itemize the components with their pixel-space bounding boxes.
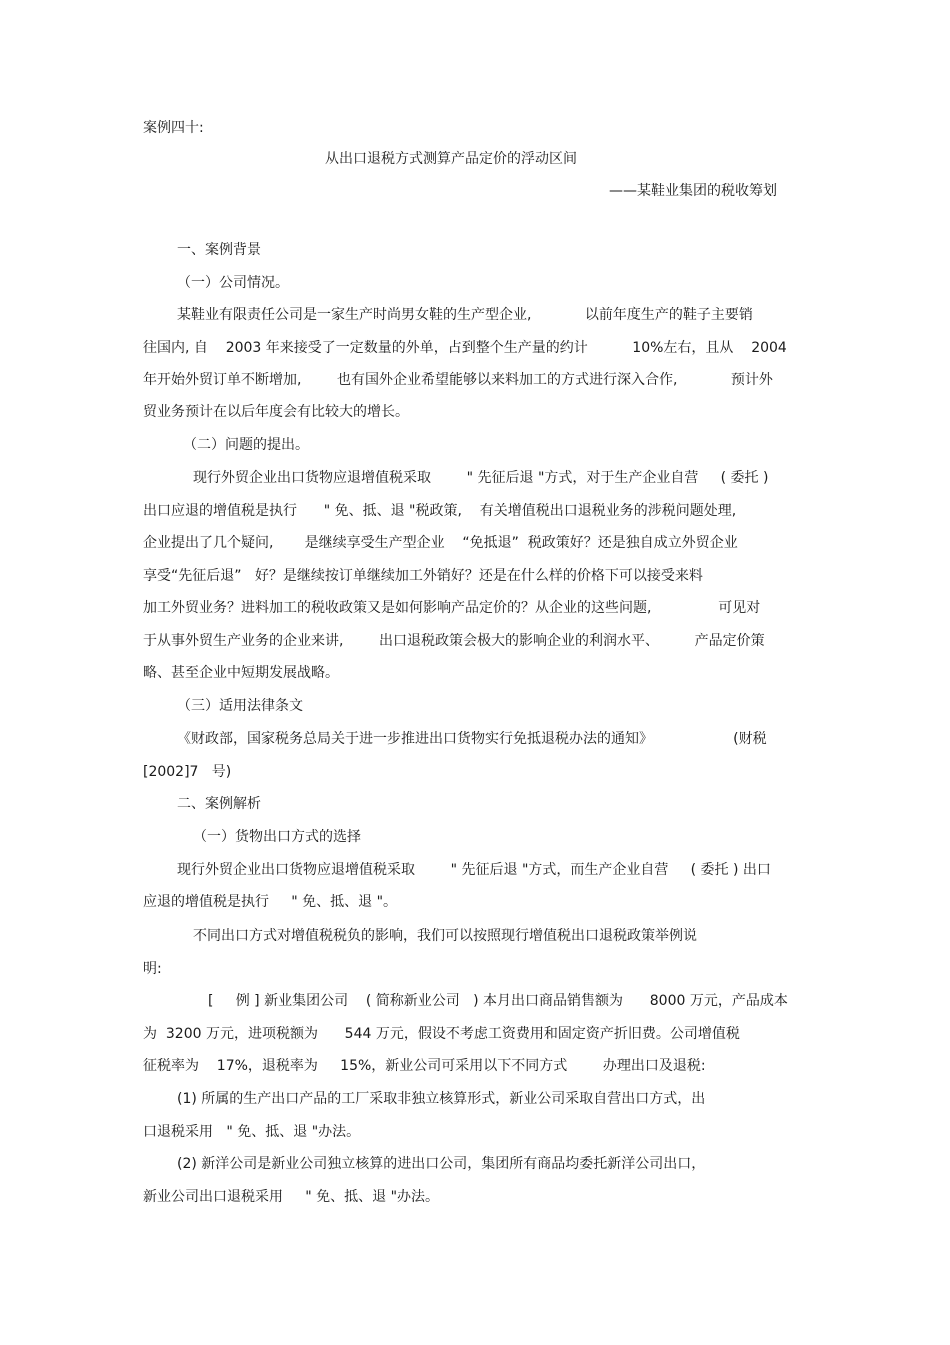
- paragraph-line: 略、甚至企业中短期发展战略。: [143, 665, 339, 681]
- document-title: 从出口退税方式测算产品定价的浮动区间: [325, 151, 577, 167]
- paragraph-line: 出口应退的增值税是执行 " 免、抵、退 "税政策, 有关增值税出口退税业务的涉税问题处理,: [143, 503, 737, 519]
- example-line: 为 3200 万元，进项税额为 544 万元，假设不考虑工资费用和固定资产折旧费。公司增值税: [143, 1026, 740, 1042]
- paragraph-line: 于从事外贸生产业务的企业来讲, 出口退税政策会极大的影响企业的利润水平、 产品定价策: [143, 633, 765, 649]
- list-item-line: 口退税采用 " 免、抵、退 "办法。: [143, 1124, 361, 1140]
- paragraph-line: 明:: [143, 961, 162, 977]
- section-heading-analysis: 二、案例解析: [177, 796, 261, 812]
- paragraph-line: 享受“先征后退” 好？是继续按订单继续加工外销好？还是在什么样的价格下可以接受来料: [143, 568, 703, 584]
- subsection-heading-company: （一）公司情况。: [177, 275, 289, 291]
- paragraph-line: 企业提出了几个疑问, 是继续享受生产型企业 “免抵退” 税政策好？还是独自成立外贸企业: [143, 535, 738, 551]
- paragraph-line: 应退的增值税是执行 " 免、抵、退 "。: [143, 894, 398, 910]
- paragraph-line: 现行外贸企业出口货物应退增值税采取 " 先征后退 "方式，对于生产企业自营 ( 委托 ): [193, 470, 769, 486]
- paragraph-line: 往国内, 自 2003 年来接受了一定数量的外单，占到整个生产量的约计 10%左右，且从 2004: [143, 340, 787, 356]
- list-item-line: 新业公司出口退税采用 " 免、抵、退 "办法。: [143, 1189, 440, 1205]
- document-subtitle: ——某鞋业集团的税收筹划: [609, 183, 777, 199]
- paragraph-line: 某鞋业有限责任公司是一家生产时尚男女鞋的生产型企业, 以前年度生产的鞋子主要销: [177, 307, 753, 323]
- law-citation-line: 《财政部，国家税务总局关于进一步推进出口货物实行免抵退税办法的通知》 (财税: [177, 731, 767, 747]
- subsection-heading-law: （三）适用法律条文: [177, 698, 303, 714]
- example-line: 征税率为 17%，退税率为 15%，新业公司可采用以下不同方式 办理出口及退税:: [143, 1058, 706, 1074]
- case-label: 案例四十:: [143, 120, 204, 136]
- subsection-heading-problem: （二）问题的提出。: [183, 437, 309, 453]
- paragraph-line: 贸业务预计在以后年度会有比较大的增长。: [143, 404, 409, 420]
- paragraph-line: 不同出口方式对增值税税负的影响，我们可以按照现行增值税出口退税政策举例说: [193, 928, 697, 944]
- list-item-line: (2) 新洋公司是新业公司独立核算的进出口公司，集团所有商品均委托新洋公司出口，: [177, 1156, 706, 1172]
- subsection-heading-export-mode: （一）货物出口方式的选择: [193, 829, 361, 845]
- section-heading-background: 一、案例背景: [177, 242, 261, 258]
- list-item-line: (1) 所属的生产出口产品的工厂采取非独立核算形式，新业公司采取自营出口方式，出: [177, 1091, 706, 1107]
- paragraph-line: 现行外贸企业出口货物应退增值税采取 " 先征后退 "方式，而生产企业自营 ( 委托 ) 出口: [177, 862, 771, 878]
- paragraph-line: 加工外贸业务？进料加工的税收政策又是如何影响产品定价的？从企业的这些问题, 可见对: [143, 600, 761, 616]
- paragraph-line: 年开始外贸订单不断增加, 也有国外企业希望能够以来料加工的方式进行深入合作, 预计外: [143, 372, 773, 388]
- law-citation-line: [2002]7 号): [143, 764, 232, 780]
- example-line: [ 例 ] 新业集团公司 ( 简称新业公司 ) 本月出口商品销售额为 8000 万元，产品成本: [208, 993, 788, 1009]
